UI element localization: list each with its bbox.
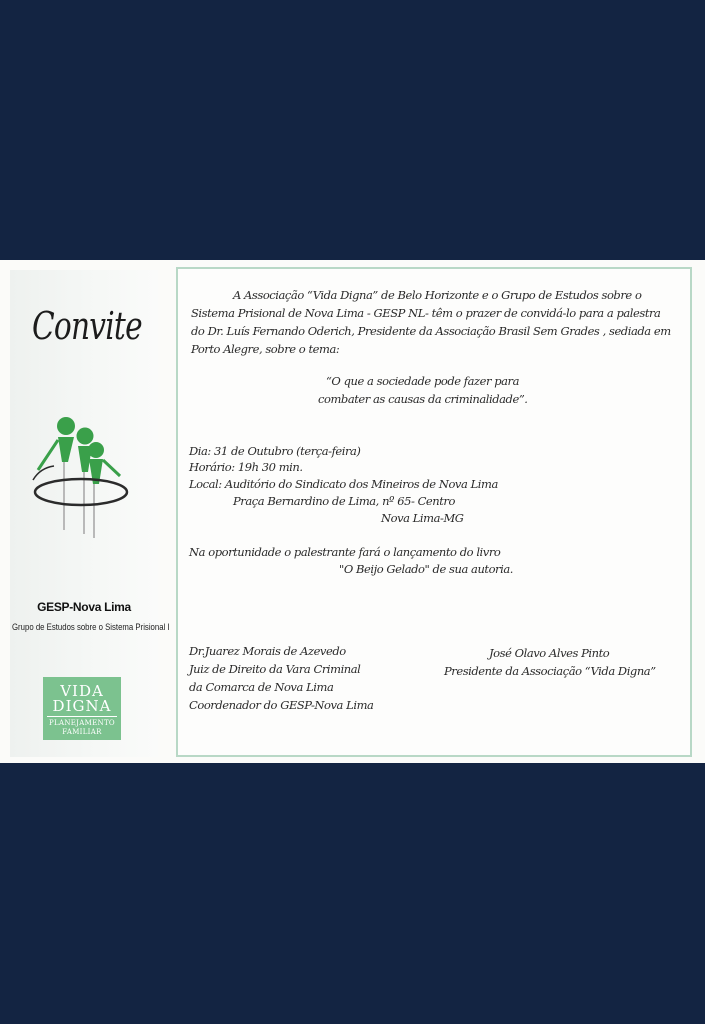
convite-title: Convite — [32, 304, 142, 348]
gesp-name: GESP-Nova Lima — [37, 600, 131, 614]
event-address: Praça Bernardino de Lima, nº 65- Centro — [233, 494, 455, 508]
invitation-text-panel — [176, 267, 692, 757]
intro-line-3: do Dr. Luís Fernando Oderich, Presidente da Associação Brasil Sem Grades , sediada em — [191, 324, 671, 338]
intro-line-2: Sistema Prisional de Nova Lima - GESP NL- têm o prazer de convidá-lo para a palestra — [191, 306, 661, 320]
gesp-family-logo — [28, 410, 138, 540]
event-time: Horário: 19h 30 min. — [189, 460, 303, 474]
event-date: Dia: 31 de Outubro (terça-feira) — [189, 444, 361, 458]
signature-right-line-1: José Olavo Alves Pinto — [489, 646, 610, 660]
gesp-full-name: Grupo de Estudos sobre o Sistema Prisional I — [12, 622, 170, 633]
vida-digna-logo-line2: DIGNA — [52, 697, 112, 715]
vida-digna-logo-line3: PLANEJAMENTO — [49, 719, 115, 727]
signature-right-line-2: Presidente da Associação “Vida Digna” — [444, 664, 656, 678]
vida-digna-logo-divider — [47, 716, 117, 717]
invitation-cover-panel — [10, 270, 170, 757]
signature-left-line-4: Coordenador do GESP-Nova Lima — [189, 698, 374, 712]
theme-line-1: “O que a sociedade pode fazer para — [326, 374, 520, 388]
vida-digna-logo-line4: FAMILIAR — [62, 728, 102, 736]
theme-line-2: combater as causas da criminalidade”. — [318, 392, 528, 406]
signature-left-line-3: da Comarca de Nova Lima — [189, 680, 334, 694]
invitation-sheet — [0, 260, 705, 763]
vida-digna-logo-line1: VIDA — [60, 682, 104, 700]
event-local: Local: Auditório do Sindicato dos Mineiros de Nova Lima — [189, 477, 498, 491]
intro-line-4: Porto Alegre, sobre o tema: — [191, 342, 340, 356]
event-city: Nova Lima-MG — [381, 511, 464, 525]
signature-left-line-1: Dr.Juarez Morais de Azevedo — [189, 644, 346, 658]
book-line-2: "O Beijo Gelado" de sua autoria. — [339, 562, 513, 576]
intro-line-1: A Associação “Vida Digna” de Belo Horizonte e o Grupo de Estudos sobre o — [233, 288, 642, 302]
book-line-1: Na oportunidade o palestrante fará o lançamento do livro — [189, 545, 501, 559]
signature-left-line-2: Juiz de Direito da Vara Criminal — [189, 662, 361, 676]
vida-digna-logo — [43, 677, 121, 740]
